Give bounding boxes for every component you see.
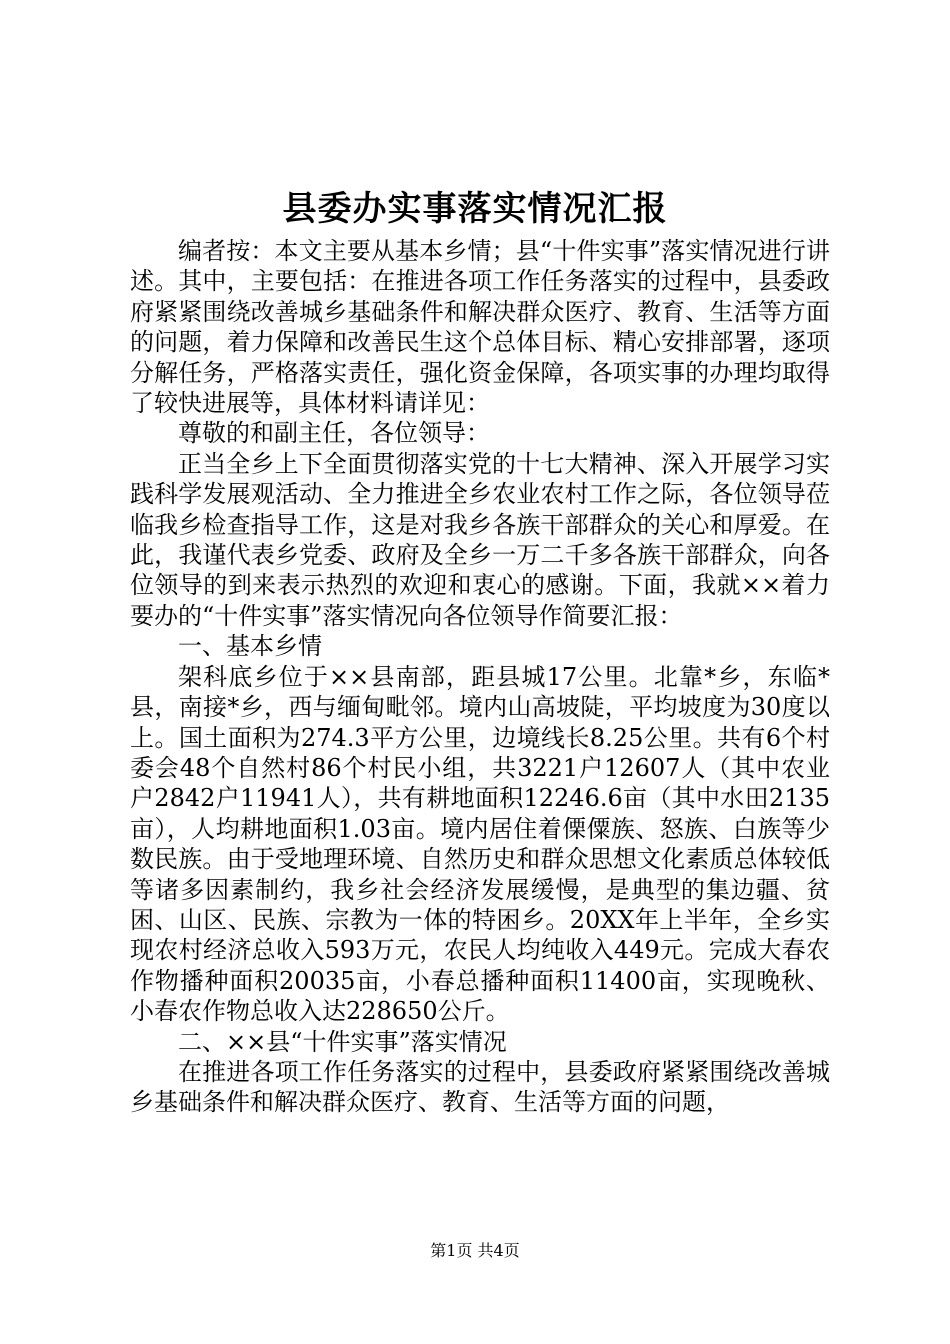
section-heading-basic-info: 一、基本乡情 — [178, 632, 322, 661]
basic-info-paragraph: 架科底乡位于××县南部，距县城17公里。北靠*乡，东临*县，南接*乡，西与缅甸毗邻。境内山高坡陡，平均坡度为30度以上。国土面积为274.3平方公里，边境线长8.25公里。共有6个村委会48个自然村86个村民小组，共3221户12607人（其中农业户2842户11941人），共有耕地面积12246.6亩（其中水田2135亩），人均耕地面积1.03亩。境内居住着傈僳族、怒族、白族等少数民族。由于受地理环境、自然历史和群众思想文化素质总体较低等诸多因素制约，我乡社会经济发展缓慢，是典型的集边疆、贫困、山区、民族、宗教为一体的特困乡。20XX年上半年，全乡实现农村经济总收入593万元，农民人均纯收入449元。完成大春农作物播种面积20035亩，小春总播种面积11400亩，实现晚秋、小春农作物总收入达228650公斤。 — [130, 662, 830, 1026]
section-heading-ten-tasks: 二、××县“十件实事”落实情况 — [178, 1027, 507, 1056]
salutation-paragraph: 尊敬的和副主任，各位领导： — [178, 419, 490, 448]
page-footer: 第1页 共4页 — [430, 1241, 520, 1260]
intro-paragraph: 正当全乡上下全面贯彻落实党的十七大精神、深入开展学习实践科学发展观活动、全力推进全乡农业农村工作之际，各位领导莅临我乡检查指导工作，这是对我乡各族干部群众的关心和厚爱。在此，我谨代表乡党委、政府及全乡一万二千多各族干部群众，向各位领导的到来表示热烈的欢迎和衷心的感谢。下面，我就××着力要办的“十件实事”落实情况向各位领导作简要汇报： — [130, 449, 830, 630]
document-title: 县委办实事落实情况汇报 — [282, 189, 668, 229]
document-body — [130, 236, 830, 1118]
editor-note-paragraph: 编者按：本文主要从基本乡情；县“十件实事”落实情况进行讲述。其中，主要包括：在推进各项工作任务落实的过程中，县委政府紧紧围绕改善城乡基础条件和解决群众医疗、教育、生活等方面的问题，着力保障和改善民生这个总体目标、精心安排部署，逐项分解任务，严格落实责任，强化资金保障，各项实事的办理均取得了较快进展等，具体材料请详见： — [130, 237, 830, 418]
ten-tasks-paragraph: 在推进各项工作任务落实的过程中，县委政府紧紧围绕改善城乡基础条件和解决群众医疗、教育、生活等方面的问题， — [130, 1057, 830, 1117]
